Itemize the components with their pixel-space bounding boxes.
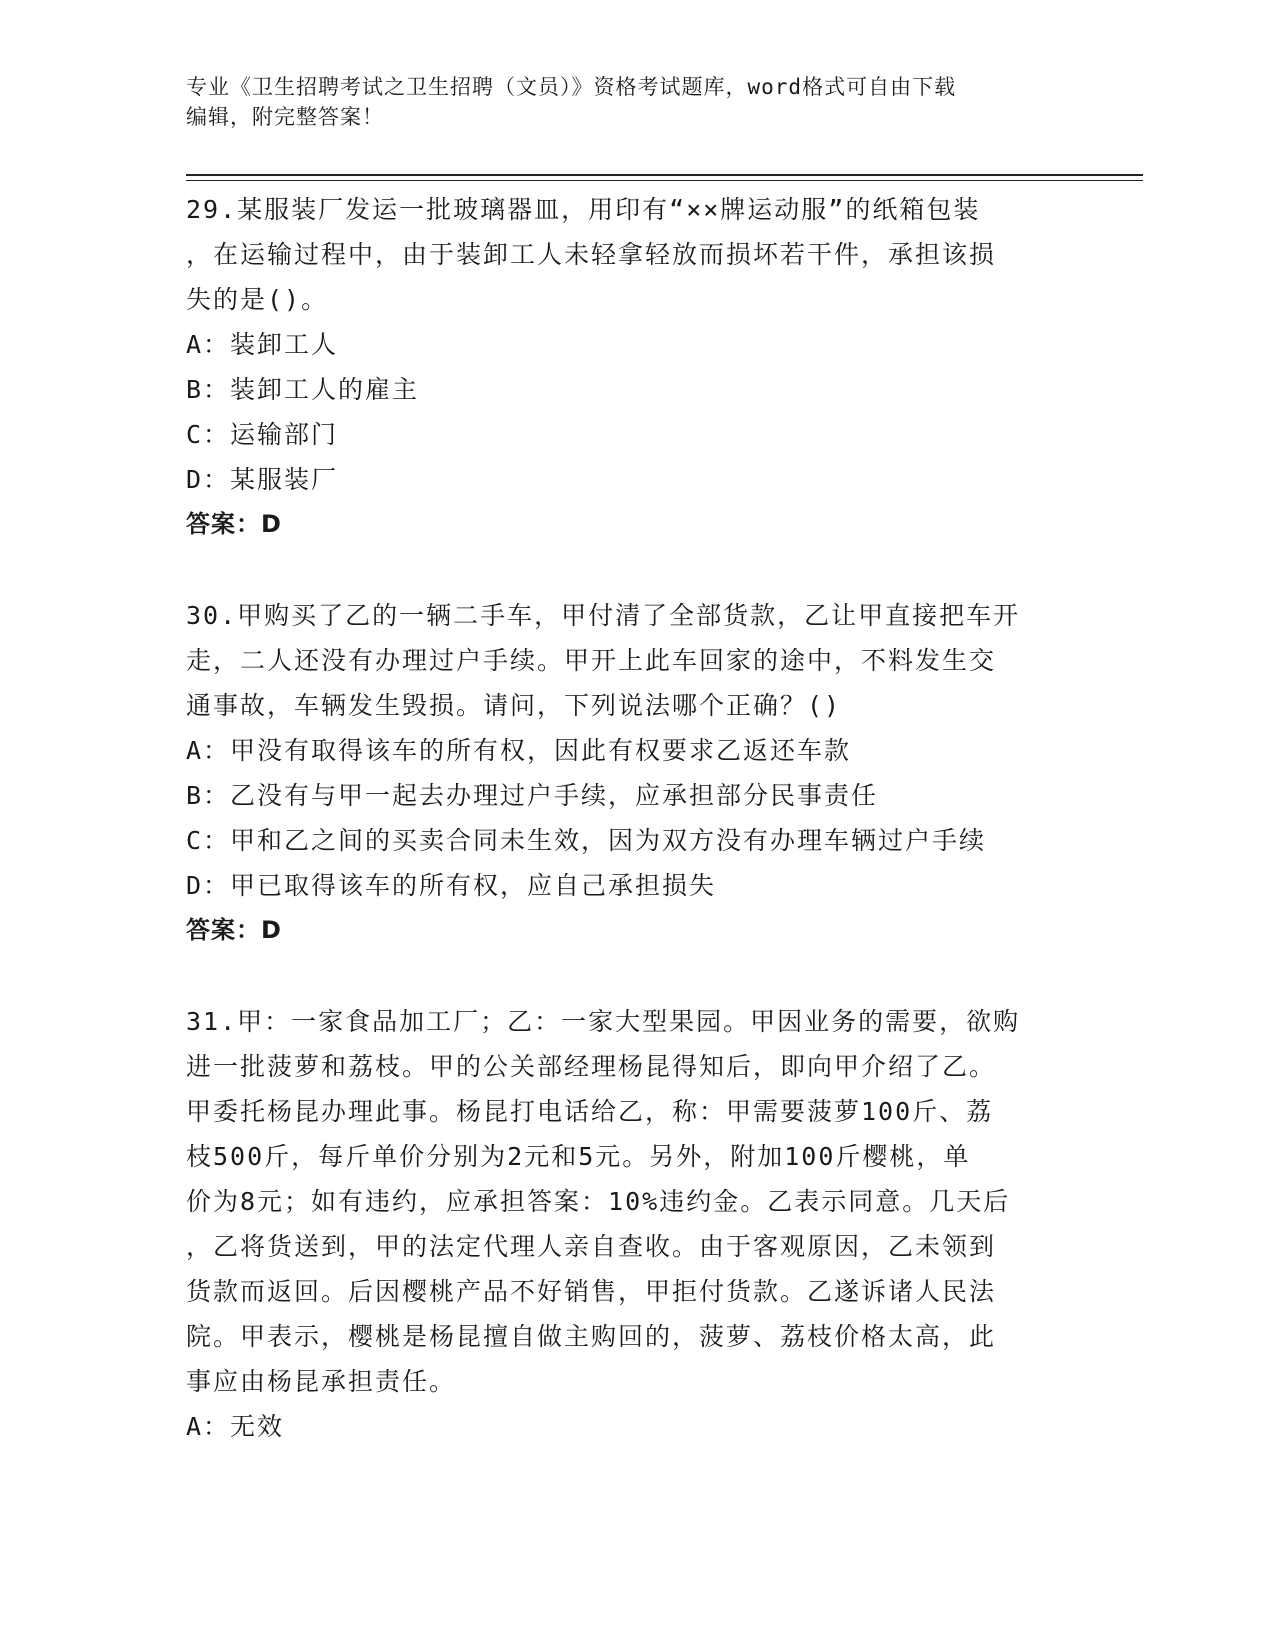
option-a: A：甲没有取得该车的所有权，因此有权要求乙返还车款 bbox=[186, 736, 852, 765]
header-line-1: 专业《卫生招聘考试之卫生招聘（文员）》资格考试题库，word格式可自由下载 bbox=[186, 75, 957, 99]
question-text-line: 价为8元；如有违约，应承担答案：10%违约金。乙表示同意。几天后 bbox=[186, 1187, 1011, 1216]
option-b: B：装卸工人的雇主 bbox=[186, 375, 420, 404]
answer: 答案：D bbox=[186, 916, 282, 944]
option-c: C：运输部门 bbox=[186, 420, 339, 449]
question-spacer bbox=[186, 953, 1086, 999]
option-a: A：装卸工人 bbox=[186, 330, 339, 359]
question-text-line: ，在运输过程中，由于装卸工人未轻拿轻放而损坏若干件，承担该损 bbox=[186, 240, 997, 269]
question-31 bbox=[186, 999, 1086, 1449]
question-text-line: 院。甲表示，樱桃是杨昆擅自做主购回的，菠萝、荔枝价格太高，此 bbox=[186, 1322, 997, 1351]
question-spacer bbox=[186, 547, 1086, 593]
header-line-2: 编辑，附完整答案！ bbox=[186, 105, 384, 129]
question-text-line: 货款而返回。后因樱桃产品不好销售，甲拒付货款。乙遂诉诸人民法 bbox=[186, 1277, 997, 1306]
question-text-line: 枝500斤，每斤单价分别为2元和5元。另外，附加100斤樱桃，单 bbox=[186, 1142, 971, 1171]
question-text-line: 失的是()。 bbox=[186, 285, 329, 314]
document-header bbox=[186, 72, 1066, 132]
question-text-line: 进一批菠萝和荔枝。甲的公关部经理杨昆得知后，即向甲介绍了乙。 bbox=[186, 1052, 997, 1081]
answer: 答案：D bbox=[186, 510, 282, 538]
header-divider-thin bbox=[186, 180, 1143, 181]
option-c: C：甲和乙之间的买卖合同未生效，因为双方没有办理车辆过户手续 bbox=[186, 826, 987, 855]
question-text-line: 29.某服装厂发运一批玻璃器皿，用印有“××牌运动服”的纸箱包装 bbox=[186, 195, 981, 224]
question-text-line: 31.甲：一家食品加工厂；乙：一家大型果园。甲因业务的需要，欲购 bbox=[186, 1007, 1021, 1036]
option-a: A：无效 bbox=[186, 1412, 285, 1441]
question-30 bbox=[186, 593, 1086, 953]
question-29 bbox=[186, 187, 1086, 547]
question-text-line: 事应由杨昆承担责任。 bbox=[186, 1367, 457, 1396]
question-text-line: ，乙将货送到，甲的法定代理人亲自查收。由于客观原因，乙未领到 bbox=[186, 1232, 997, 1261]
question-text-line: 甲委托杨昆办理此事。杨昆打电话给乙，称：甲需要菠萝100斤、荔 bbox=[186, 1097, 994, 1126]
header-divider-thick bbox=[186, 174, 1143, 176]
option-b: B：乙没有与甲一起去办理过户手续，应承担部分民事责任 bbox=[186, 781, 879, 810]
question-text-line: 30.甲购买了乙的一辆二手车，甲付清了全部货款，乙让甲直接把车开 bbox=[186, 601, 1021, 630]
question-text-line: 走，二人还没有办理过户手续。甲开上此车回家的途中，不料发生交 bbox=[186, 646, 997, 675]
question-text-line: 通事故，车辆发生毁损。请问，下列说法哪个正确？() bbox=[186, 691, 842, 720]
question-list bbox=[186, 187, 1086, 1449]
option-d: D：某服装厂 bbox=[186, 465, 339, 494]
option-d: D：甲已取得该车的所有权，应自己承担损失 bbox=[186, 871, 717, 900]
